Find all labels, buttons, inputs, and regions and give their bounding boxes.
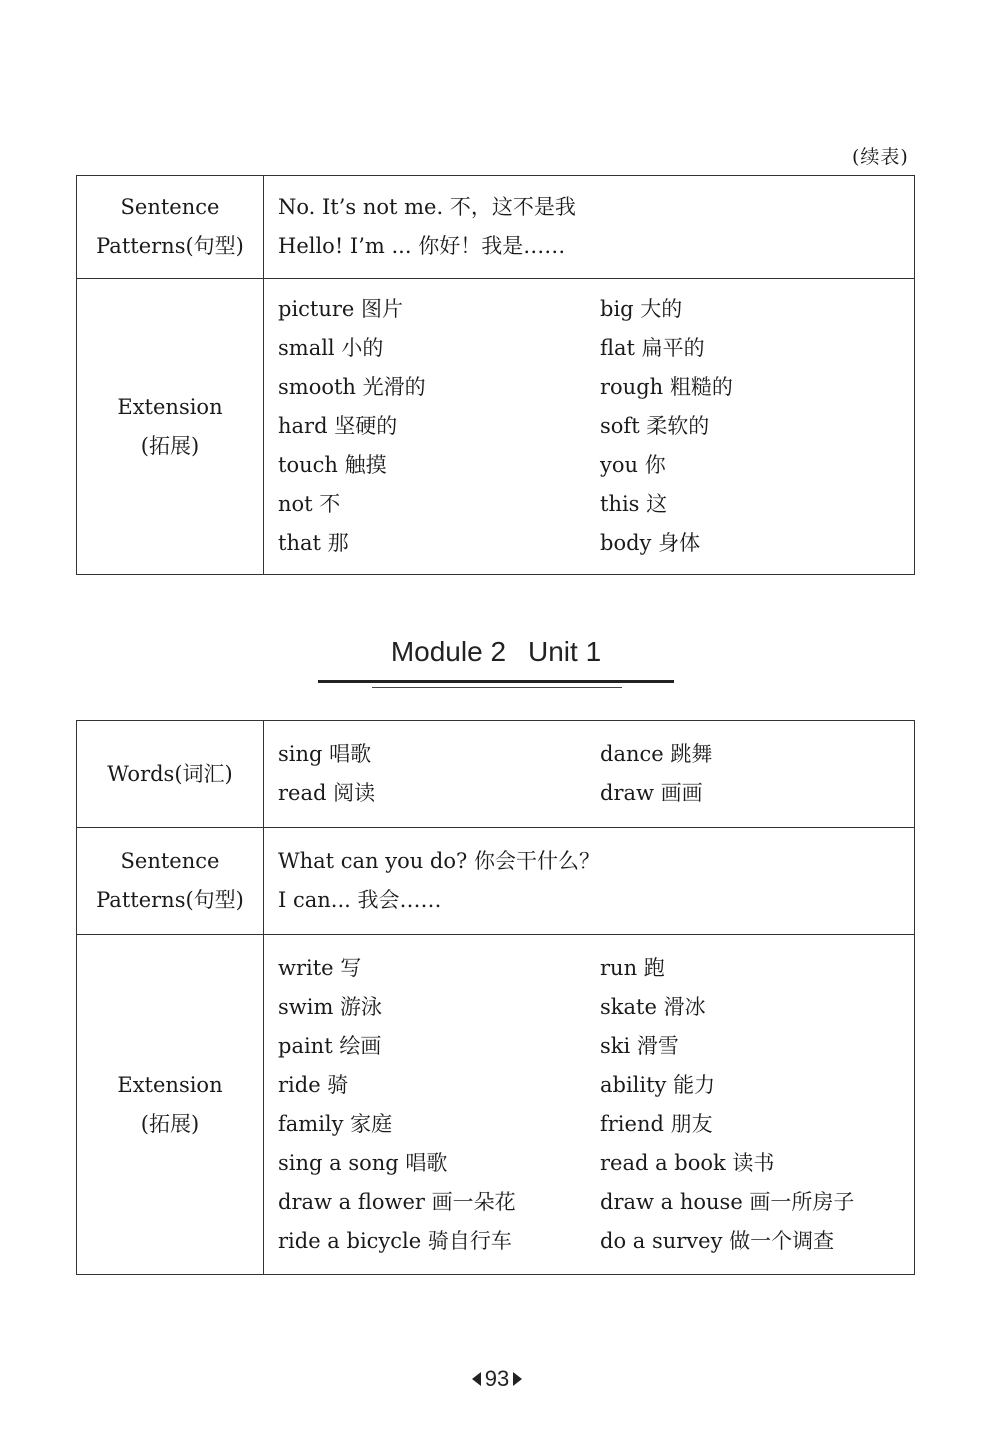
- page-number: [462, 1366, 532, 1392]
- vocab-item: that 那: [278, 531, 349, 555]
- vocab-item: family 家庭: [278, 1111, 393, 1136]
- words-row: [77, 721, 915, 828]
- label-line: (拓展): [140, 433, 200, 458]
- sentence-patterns-content: [264, 828, 915, 935]
- vocab-item: draw a flower 画一朵花: [278, 1189, 516, 1214]
- right-triangle-icon: [513, 1372, 522, 1386]
- extension-content: [264, 279, 915, 575]
- module-title: [318, 636, 674, 668]
- sentence-patterns-label: [77, 828, 264, 935]
- sentence-line: What can you do? 你会干什么？: [278, 849, 600, 873]
- vocab-item: write 写: [278, 955, 362, 980]
- words-right-column: [600, 735, 914, 813]
- vocab-item: this 这: [600, 492, 668, 516]
- extension-label: [77, 279, 264, 575]
- vocab-item: ability 能力: [600, 1072, 716, 1097]
- vocab-item: sing 唱歌: [278, 742, 372, 766]
- sentence-line: I can... 我会……: [278, 888, 442, 912]
- extension-left-column: [278, 949, 600, 1261]
- sentence-line: Hello! I’m ... 你好！我是……: [278, 234, 566, 258]
- continued-label: (续表): [852, 146, 909, 168]
- label-line: Patterns(句型): [96, 888, 244, 912]
- vocab-item: read a book 读书: [600, 1150, 775, 1175]
- sentence-patterns-label: [77, 176, 264, 279]
- vocab-item: paint 绘画: [278, 1033, 382, 1058]
- sentence-patterns-content: [264, 176, 915, 279]
- vocab-item: friend 朋友: [600, 1111, 713, 1136]
- vocab-item: flat 扁平的: [600, 336, 705, 360]
- vocab-table-2: [76, 720, 915, 1275]
- extension-row: [77, 279, 915, 575]
- vocab-item: touch 触摸: [278, 453, 387, 477]
- label-line: Patterns(句型): [96, 234, 244, 258]
- vocab-item: draw 画画: [600, 781, 703, 805]
- module-label: Module 2: [390, 636, 507, 667]
- vocab-item: sing a song 唱歌: [278, 1150, 448, 1175]
- vocab-item: dance 跳舞: [600, 742, 713, 766]
- vocab-item: do a survey 做一个调查: [600, 1228, 835, 1253]
- extension-label: [77, 935, 264, 1275]
- words-left-column: [278, 735, 600, 813]
- title-underline-thin: [372, 687, 622, 688]
- sentence-line: No. It’s not me. 不，这不是我: [278, 195, 576, 219]
- extension-left-column: [278, 290, 600, 563]
- extension-right-column: [600, 949, 914, 1261]
- vocab-item: ride a bicycle 骑自行车: [278, 1228, 512, 1253]
- extension-right-column: [600, 290, 914, 563]
- vocab-item: not 不: [278, 492, 341, 516]
- page-number-value: 93: [484, 1366, 510, 1391]
- words-label: [77, 721, 264, 828]
- vocab-table-1: [76, 175, 915, 575]
- unit-label: Unit 1: [528, 636, 602, 667]
- label-line: Words(词汇): [107, 761, 233, 786]
- vocab-item: smooth 光滑的: [278, 375, 426, 399]
- vocab-item: big 大的: [600, 297, 683, 321]
- vocab-item: rough 粗糙的: [600, 375, 733, 399]
- vocab-item: run 跑: [600, 955, 665, 980]
- extension-content: [264, 935, 915, 1275]
- left-triangle-icon: [472, 1372, 481, 1386]
- words-content: [264, 721, 915, 828]
- vocab-item: skate 滑冰: [600, 994, 706, 1019]
- extension-row: [77, 935, 915, 1275]
- vocab-item: small 小的: [278, 336, 384, 360]
- sentence-patterns-row: [77, 828, 915, 935]
- label-line: Extension: [117, 1072, 223, 1097]
- vocab-item: ski 滑雪: [600, 1033, 679, 1058]
- vocab-item: body 身体: [600, 531, 701, 555]
- vocab-item: picture 图片: [278, 297, 404, 321]
- vocab-item: ride 骑: [278, 1072, 349, 1097]
- label-line: Sentence: [120, 849, 220, 873]
- vocab-item: read 阅读: [278, 781, 376, 805]
- label-line: Sentence: [120, 195, 220, 219]
- sentence-patterns-row: [77, 176, 915, 279]
- vocab-item: swim 游泳: [278, 994, 383, 1019]
- title-underline: [318, 680, 674, 683]
- vocab-item: soft 柔软的: [600, 414, 710, 438]
- vocab-item: draw a house 画一所房子: [600, 1189, 855, 1214]
- label-line: (拓展): [140, 1111, 200, 1136]
- label-line: Extension: [117, 394, 223, 419]
- vocab-item: hard 坚硬的: [278, 414, 398, 438]
- vocab-item: you 你: [600, 453, 666, 477]
